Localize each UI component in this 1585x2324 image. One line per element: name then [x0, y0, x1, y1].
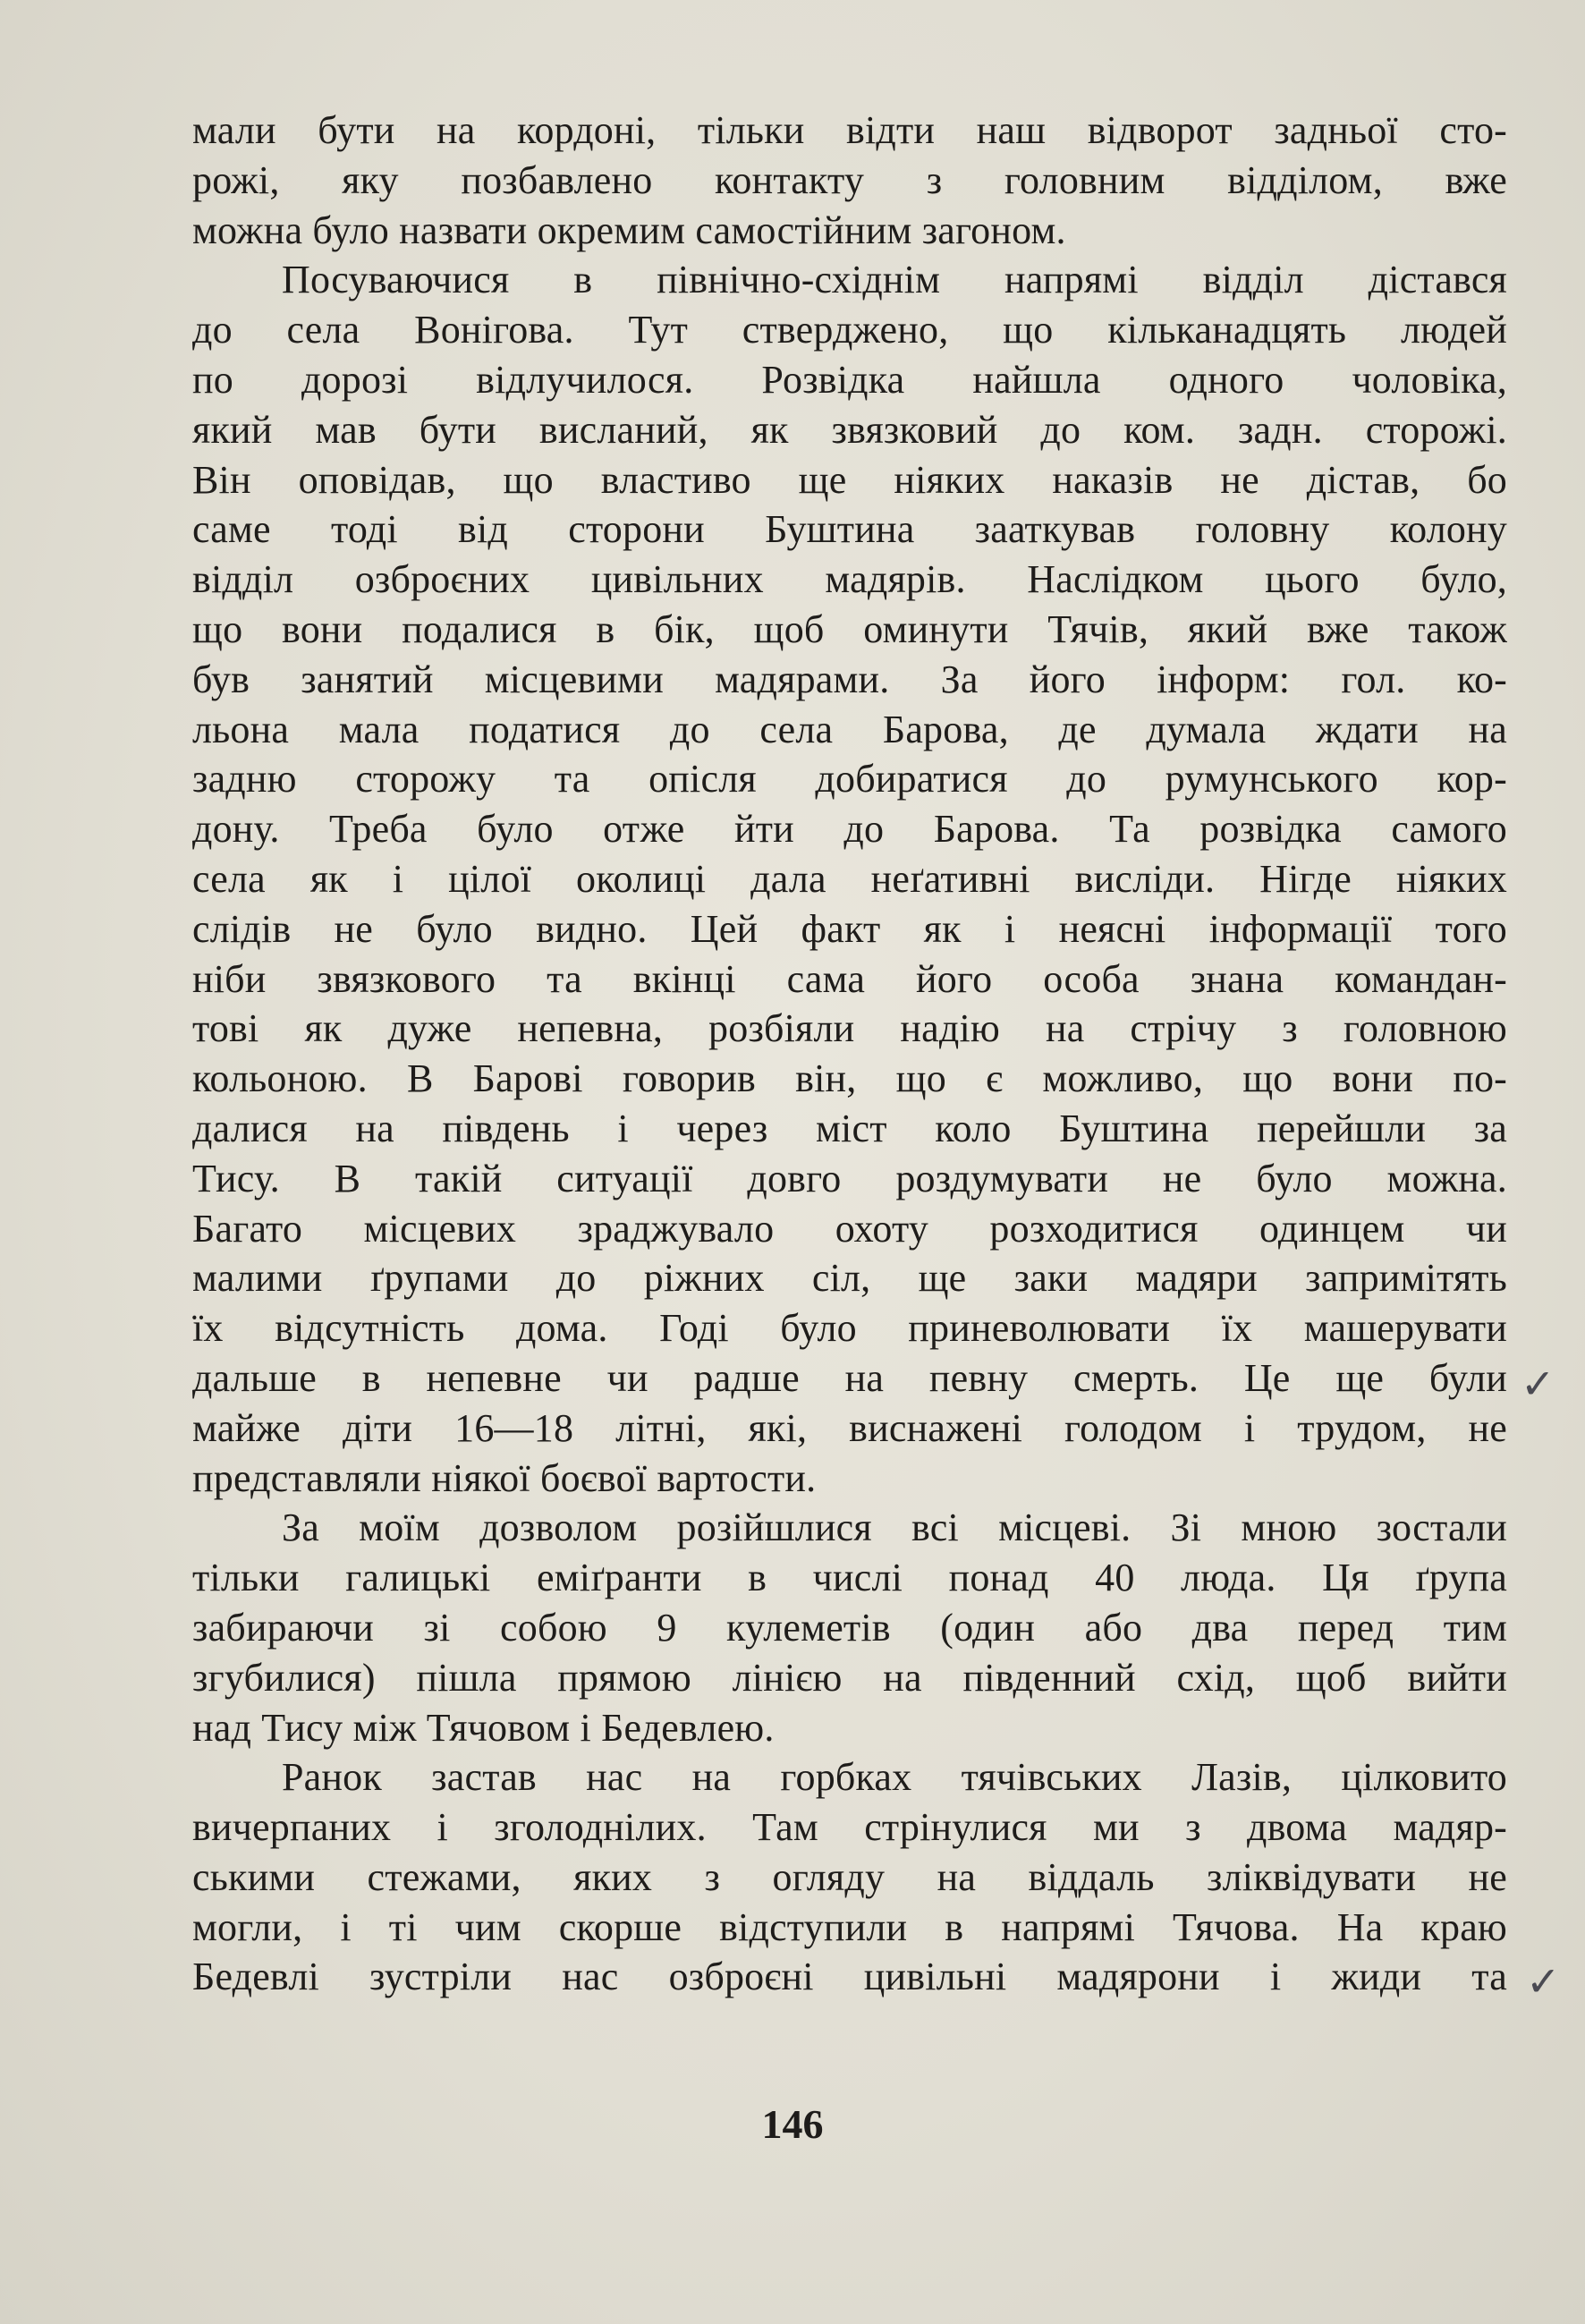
text-line: малими ґрупами до ріжних сіл, ще заки мадяри запримітять — [192, 1256, 1507, 1301]
text-line: ськими стежами, яких з огляду на віддаль зліквідувати не — [192, 1854, 1507, 1899]
text-line: по дорозі відлучилося. Розвідка найшла одного чоловіка, — [192, 357, 1507, 402]
text-line: тові як дуже непевна, розбіяли надію на стрічу з головною — [192, 1006, 1507, 1051]
text-line: тільки галицькі еміґранти в числі понад 40 люда. Ця ґрупа — [192, 1556, 1507, 1600]
text-line: Він оповідав, що властиво ще ніяких наказів не дістав, бо — [192, 457, 1507, 502]
text-line: можна було назвати окремим самостійним загоном. — [192, 208, 1066, 252]
text-line: був занятий місцевими мадярами. За його інформ: гол. ко- — [192, 657, 1507, 701]
text-line: відділ озброєних цивільних мадярів. Наслідком цього було, — [192, 557, 1507, 602]
paragraph — [192, 106, 1507, 255]
margin-check-mark: ✓ — [1526, 1957, 1561, 2006]
text-line: вичерпаних і зголоднілих. Там стрінулися ми з двома мадяр- — [192, 1805, 1507, 1850]
text-line: представляли ніякої боєвої вартости. — [192, 1455, 817, 1500]
text-line: дону. Треба було отже йти до Барова. Та розвідка самого — [192, 807, 1507, 852]
text-line: який мав бути висланий, як звязковий до ком. задн. сторожі. — [192, 407, 1507, 452]
text-line: могли, і ті чим скорше відступили в напрямі Тячова. На краю — [192, 1904, 1507, 1949]
text-line: майже діти 16—18 літні, які, виснажені голодом і трудом, не — [192, 1405, 1507, 1450]
text-line: мали бути на кордоні, тільки відти наш відворот задньої сто- — [192, 108, 1507, 152]
text-line: кольоною. В Барові говорив він, що є можливо, що вони по- — [192, 1056, 1507, 1101]
paragraph — [192, 255, 1507, 1503]
text-line: забираючи зі собою 9 кулеметів (один або два перед тим — [192, 1605, 1507, 1650]
text-line: Бедевлі зустріли нас озброєні цивільні мадярони і жиди та — [192, 1955, 1507, 1999]
text-line: льона мала податися до села Барова, де думала ждати на — [192, 707, 1507, 751]
text-line: задню сторожу та опісля добиратися до румунського кор- — [192, 757, 1507, 802]
text-line: Ранок застав нас на горбках тячівських Лазів, цілковито — [282, 1755, 1507, 1800]
text-line: села як і цілої околиці дала неґативні висліди. Нігде ніяких — [192, 856, 1507, 901]
text-line: що вони подалися в бік, щоб оминути Тячів, який вже також — [192, 606, 1507, 651]
text-line: Тису. В такій ситуації довго роздумувати не було можна. — [192, 1156, 1507, 1200]
text-line: ніби звязкового та вкінці сама його особа знана командан- — [192, 956, 1507, 1001]
text-line: Посуваючися в північно-східнім напрямі відділ дістався — [282, 258, 1507, 302]
margin-check-mark: ✓ — [1521, 1360, 1555, 1408]
text-line: слідів не було видно. Цей факт як і неясні інформації того — [192, 906, 1507, 951]
body-text — [192, 106, 1507, 2002]
text-line: їх відсутність дома. Годі було приневолювати їх машерувати — [192, 1306, 1507, 1351]
text-line: дальше в непевне чи радше на певну смерть. Це ще були — [192, 1355, 1507, 1400]
text-line: саме тоді від сторони Буштина зааткував головну колону — [192, 507, 1507, 552]
text-line: над Тису між Тячовом і Бедевлею. — [192, 1705, 775, 1750]
page-number: 146 — [761, 2101, 824, 2147]
text-line: до села Вонігова. Тут стверджено, що кільканадцять людей — [192, 308, 1507, 352]
paragraph — [192, 1503, 1507, 1752]
text-line: Багато місцевих зраджувало охоту розходитися одинцем чи — [192, 1206, 1507, 1251]
paragraph — [192, 1752, 1507, 2002]
text-line: згубилися) пішла прямою лінією на південний схід, щоб вийти — [192, 1655, 1507, 1700]
text-line: рожі, яку позбавлено контакту з головним відділом, вже — [192, 157, 1507, 202]
text-line: За моїм дозволом розійшлися всі місцеві. Зі мною зостали — [282, 1506, 1507, 1550]
text-line: далися на південь і через міст коло Буштина перейшли за — [192, 1106, 1507, 1150]
